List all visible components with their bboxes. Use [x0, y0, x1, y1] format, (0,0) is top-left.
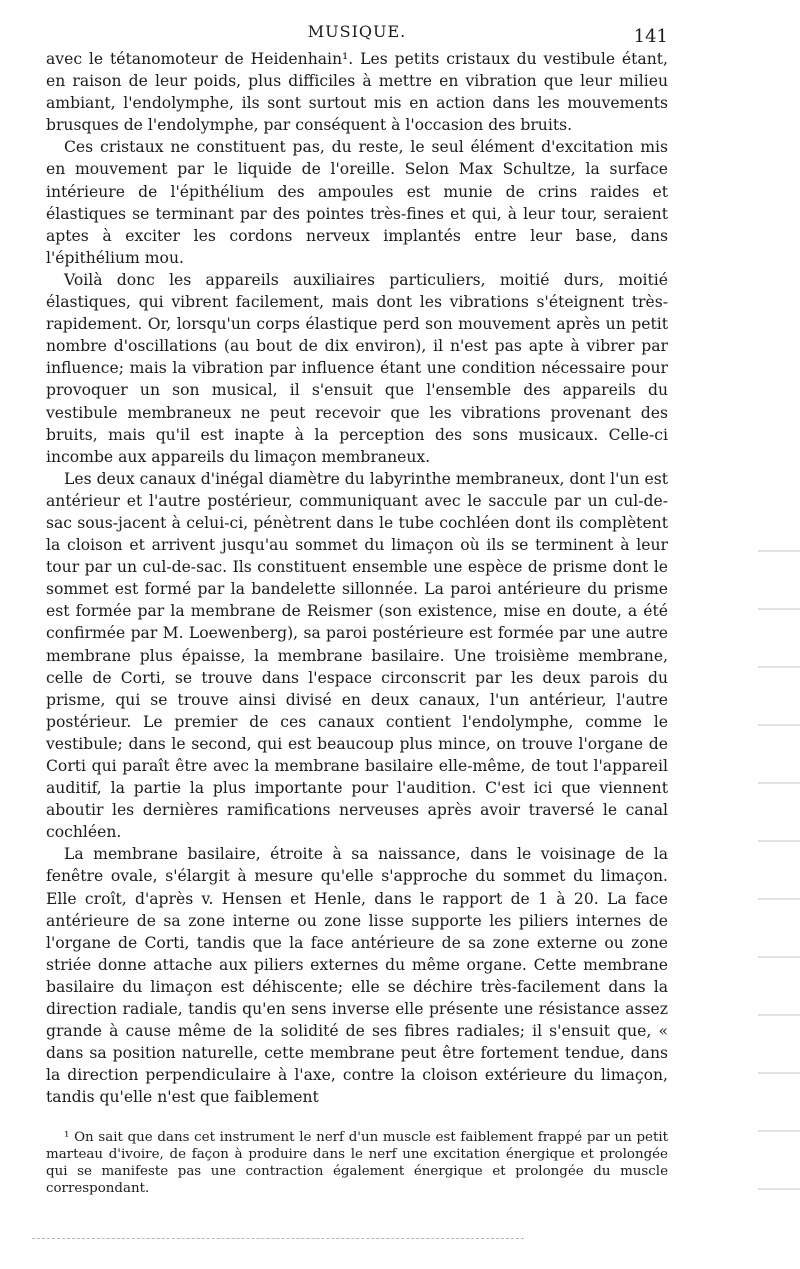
margin-scan-artifact [758, 520, 800, 1240]
body-text [46, 48, 668, 1109]
page-number: 141 [633, 26, 668, 47]
paragraph-1: avec le tétanomoteur de Heidenhain¹. Les petits cristaux du vestibule étant, en raison de leur poids, plus difficiles à mettre en vibration que leur milieu ambiant, l'endolymphe, ils sont surtout mis en action dans les mouvements brusques de l'endolymphe, par conséquent à l'occasion des bruits. [46, 50, 668, 135]
paragraph-3: Voilà donc les appareils auxiliaires particuliers, moitié durs, moitié élastiques, qui vibrent facilement, mais dont les vibrations s'éteignent très-rapidement. Or, lorsqu'un corps élastique perd son mouvement après un petit nombre d'oscillations (au bout de dix environ), il n'est pas apte à vibrer par influence; mais la vibration par influence étant une condition nécessaire pour provoquer un son musical, il s'ensuit que l'ensemble des appareils du vestibule membraneux ne peut recevoir que les vibrations provenant des bruits, mais qu'il est inapte à la perception des sons musicaux. Celle-ci incombe aux appareils du limaçon membraneux. [46, 270, 668, 466]
running-title: MUSIQUE. [307, 22, 407, 41]
paragraph-5: La membrane basilaire, étroite à sa naissance, dans le voisinage de la fenêtre ovale, s'élargit à mesure qu'elle s'approche du sommet du limaçon. Elle croît, d'après v. Hensen et Henle, dans le rapport de 1 à 20. La face antérieure de sa zone interne ou zone lisse supporte les piliers internes de l'organe de Corti, tandis que la face antérieure de sa zone externe ou zone striée donne attache aux piliers externes du même organe. Cette membrane basilaire du limaçon est déhiscente; elle se déchire très-facilement dans la direction radiale, tandis qu'en sens inverse elle présente une résistance assez grande à cause même de la solidité de ses fibres radiales; il s'ensuit que, « dans sa position naturelle, cette membrane peut être fortement tendue, dans la direction perpendiculaire à l'axe, contre la cloison extérieure du limaçon, tandis qu'elle n'est que faiblement [46, 845, 668, 1107]
book-page [46, 18, 668, 1197]
footnote: ¹ On sait que dans cet instrument le nerf d'un muscle est faiblement frappé par un petit marteau d'ivoire, de façon à produire dans le nerf une excitation énergique et prolongée qui se manifeste pas une contraction également énergique et prolongée du muscle correspondant. [46, 1129, 668, 1196]
paragraph-2: Ces cristaux ne constituent pas, du reste, le seul élément d'excitation mis en mouvement par le liquide de l'oreille. Selon Max Schultze, la surface intérieure de l'épithélium des ampoules est munie de crins raides et élastiques se terminant par des pointes très-fines et qui, à leur tour, seraient aptes à exciter les cordons nerveux implantés entre leur base, dans l'épithélium mou. [46, 138, 668, 267]
running-head [46, 18, 668, 48]
paragraph-4: Les deux canaux d'inégal diamètre du labyrinthe membraneux, dont l'un est antérieur et l'autre postérieur, communiquant avec le saccule par un cul-de-sac sous-jacent à celui-ci, pénètrent dans le tube cochléen dont ils complètent la cloison et arrivent jusqu'au sommet du limaçon où ils se terminent à leur tour par un cul-de-sac. Ils constituent ensemble une espèce de prisme dont le sommet est formé par la bandelette sillonnée. La paroi antérieure du prisme est formée par la membrane de Reismer (son existence, mise en doute, a été confirmée par M. Loewenberg), sa paroi postérieure est formée par une autre membrane plus épaisse, la membrane basilaire. Une troisième membrane, celle de Corti, se trouve dans l'espace circonscrit par les deux parois du prisme, qui se trouve ainsi divisé en deux canaux, l'un antérieur, l'autre postérieur. Le premier de ces canaux contient l'endolymphe, comme le vestibule; dans le second, qui est beaucoup plus mince, on trouve l'organe de Corti qui paraît être avec la membrane basilaire elle-même, de tout l'appareil auditif, la partie la plus importante pour l'audition. C'est ici que viennent aboutir les dernières ramifications nerveuses après avoir traversé le canal cochléen. [46, 469, 668, 842]
bottom-dashed-rule [32, 1238, 524, 1239]
